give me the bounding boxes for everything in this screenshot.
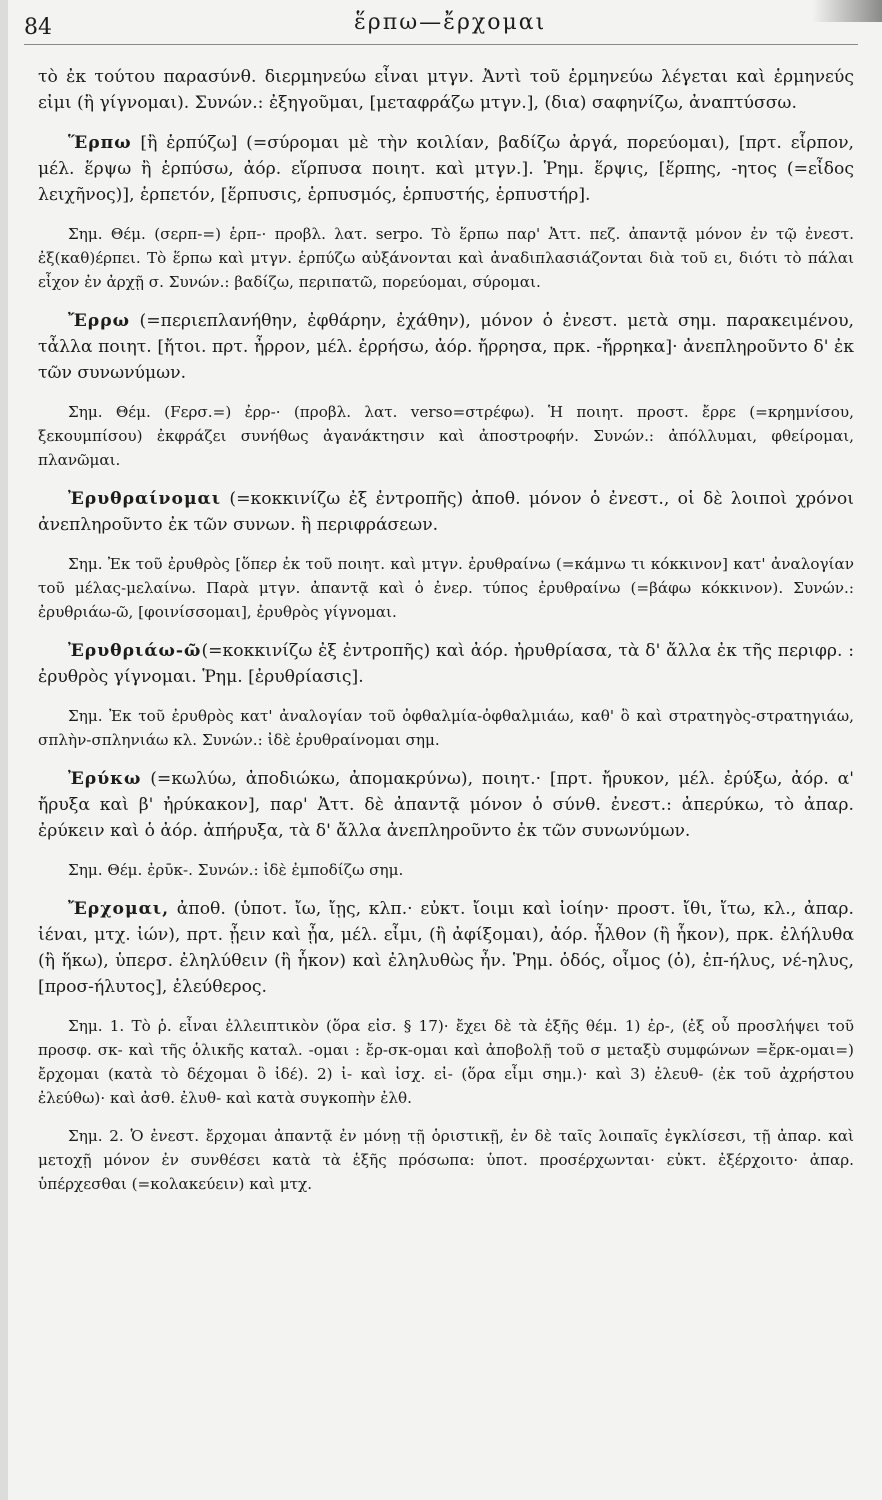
entry-note: [38, 858, 854, 882]
entry-text: τὸ ἐκ τούτου παρασύνθ. διερμηνεύω εἶναι μτγν. Ἀντὶ τοῦ ἑρμηνεύω λέγεται καὶ ἑρμηνεύς εἰμι (ἢ γίγνομαι). Συνών.: ἐξηγοῦμαι, [μεταφράζω μτγν.], (δια) σαφηνίζω, ἀναπτύσσω.: [38, 67, 854, 113]
entry-headword: Ἔρρω: [68, 311, 131, 331]
entry-note: [38, 552, 854, 624]
entry-text: Σημ. 2. Ὁ ἐνεστ. ἔρχομαι ἀπαντᾷ ἐν μόνῃ τῇ ὁριστικῇ, ἐν δὲ ταῖς λοιπαῖς ἐγκλίσεσι, τῇ ἀπαρ. καὶ μετοχῇ μόνον ἐν συνθέσει κατὰ τὰ ἑξῆς πρόσωπα: ὑποτ. προσέρχωνται· εὐκτ. ἐξέρχοιτο· ἀπαρ. ὑπέρχεσθαι (=κολακεύειν) καὶ μτχ.: [38, 1127, 854, 1193]
entry-text: Σημ. Θέμ. (Fερσ.=) ἐρρ-· (προβλ. λατ. verso=στρέφω). Ἡ ποιητ. προστ. ἔρρε (=κρημνίσου, ξεκουμπίσου) ἐκφράζει συνήθως ἀγανάκτησιν καὶ ἀποστροφήν. Συνών.: ἀπόλλυμαι, φθείρομαι, πλανῶμαι.: [38, 403, 854, 469]
page-binding-edge: [0, 0, 8, 1500]
page-header: [24, 10, 858, 45]
dictionary-entry: [38, 766, 854, 844]
entry-note: [38, 400, 854, 472]
entry-text: Σημ. 1. Τὸ ῥ. εἶναι ἐλλειπτικὸν (ὅρα εἰσ. § 17)· ἔχει δὲ τὰ ἑξῆς θέμ. 1) ἐρ-, (ἐξ οὗ προσλήψει τοῦ προσφ. σκ- καὶ τῆς ὁλικῆς καταλ. -ομαι : ἔρ-σκ-ομαι καὶ ἀποβολῇ τοῦ σ μεταξὺ συμφώνων =ἔρκ-ομαι=) ἔρχομαι (κατὰ τὸ δέχομαι ὃ ἰδέ). 2) ἰ- καὶ ἰσχ. εἰ- (ὅρα εἶμι σημ.)· καὶ 3) ἐλευθ- (ἐκ τοῦ ἀχρήστου ἐλεύθω)· καὶ ἀσθ. ἐλυθ- καὶ κατὰ συγκοπὴν ἐλθ.: [38, 1017, 854, 1107]
entry-headword: Ἔρχομαι,: [68, 899, 170, 919]
entry-headword: Ἐρυθριάω-ῶ: [68, 641, 202, 661]
entry-text: (=κωλύω, ἀποδιώκω, ἀπομακρύνω), ποιητ.· [πρτ. ἤρυκον, μέλ. ἐρύξω, ἀόρ. α' ἤρυξα καὶ β' ἠρύκακον], παρ' Ἀττ. δὲ ἀπαντᾷ μόνον ὁ σύνθ. ἐνεστ.: ἀπερύκω, τὸ ἀπαρ. ἐρύκειν καὶ ὁ ἀόρ. ἀπήρυξα, τὰ δ' ἄλλα ἀνεπληροῦντο ἐκ τῶν συνωνύμων.: [38, 769, 854, 841]
entry-text: Σημ. Ἐκ τοῦ ἐρυθρὸς [ὅπερ ἐκ τοῦ ποιητ. καὶ μτγν. ἐρυθραίνω (=κάμνω τι κόκκινον] κατ' ἀναλογίαν τοῦ μέλας-μελαίνω. Παρὰ μτγν. ἀπαντᾷ καὶ ὁ ἐνερ. τύπος ἐρυθραίνω (=βάφω κόκκινον). Συνών.: ἐρυθριάω-ῶ, [φοινίσσομαι], ἐρυθρὸς γίγνομαι.: [38, 555, 854, 621]
dictionary-entry: [38, 896, 854, 1000]
entry-headword: Ἕρπω: [68, 133, 132, 153]
entry-headword: Ἐρυθραίνομαι: [68, 489, 222, 509]
page-number: 84: [24, 14, 52, 40]
entry-text: (=κοκκινίζω ἐξ ἐντροπῆς) ἀποθ. μόνον ὁ ἐνεστ., οἱ δὲ λοιποὶ χρόνοι ἀνεπληροῦντο ἐκ τῶν συνων. ἢ περιφράσεων.: [38, 489, 854, 535]
entry-text: [ἢ ἑρπύζω] (=σύρομαι μὲ τὴν κοιλίαν, βαδίζω ἀργά, πορεύομαι), [πρτ. εἷρπον, μέλ. ἕρψω ἢ ἑρπύσω, ἀόρ. εἵρπυσα ποιητ. καὶ μτγν.]. Ῥημ. ἕρψις, [ἕρπης, -ητος (=εἶδος λειχῆνος)], ἑρπετόν, [ἕρπυσις, ἑρπυσμός, ἑρπυστής, ἑρπυστήρ].: [38, 133, 854, 205]
dictionary-entry: [38, 638, 854, 690]
entry-text: Σημ. Ἐκ τοῦ ἐρυθρὸς κατ' ἀναλογίαν τοῦ ὀφθαλμία-ὀφθαλμιάω, καθ' ὃ καὶ στρατηγὸς-στρατηγιάω, σπλὴν-σπληνιάω κλ. Συνών.: ἰδὲ ἐρυθραίνομαι σημ.: [38, 707, 854, 749]
dictionary-entry: [38, 486, 854, 538]
dictionary-entry: [38, 308, 854, 386]
entry-note: [38, 222, 854, 294]
dictionary-entry: [38, 130, 854, 208]
entry-note: [38, 704, 854, 752]
running-head: ἕρπω—ἔρχομαι: [354, 10, 547, 35]
entry-text: (=περιεπλανήθην, ἐφθάρην, ἐχάθην), μόνον ὁ ἐνεστ. μετὰ σημ. παρακειμένου, τἆλλα ποιητ. [ἤτοι. πρτ. ἦρρον, μέλ. ἐρρήσω, ἀόρ. ἤρρησα, πρκ. -ἤρρηκα]· ἀνεπληροῦντο δ' ἐκ τῶν συνωνύμων.: [38, 311, 854, 383]
entry-text: (=κοκκινίζω ἐξ ἐντροπῆς) καὶ ἀόρ. ἠρυθρίασα, τὰ δ' ἄλλα ἐκ τῆς περιφρ. : ἐρυθρὸς γίγνομαι. Ῥημ. [ἐρυθρίασις].: [38, 641, 854, 687]
entry-headword: Ἐρύκω: [68, 769, 142, 789]
entry-note: [38, 1124, 854, 1196]
entry-note: [38, 1014, 854, 1110]
entry-text: Σημ. Θέμ. ἐρῡκ-. Συνών.: ἰδὲ ἐμποδίζω σημ.: [68, 861, 404, 879]
entry-text: Σημ. Θέμ. (σερπ-=) ἑρπ-· προβλ. λατ. serpo. Τὸ ἕρπω παρ' Ἀττ. πεζ. ἀπαντᾷ μόνον ἐν τῷ ἐνεστ. ἐξ(καθ)έρπει. Τὸ ἕρπω καὶ μτγν. ἑρπύζω αὐξάνονται καὶ ἀναδιπλασιάζονται διὰ τοῦ ει, διότι τὸ πάλαι εἶχον ἐν ἀρχῇ σ. Συνών.: βαδίζω, περιπατῶ, πορεύομαι, σύρομαι.: [38, 225, 854, 291]
dictionary-entry: [38, 64, 854, 116]
page-body: [38, 64, 854, 1210]
entry-text: ἀποθ. (ὑποτ. ἴω, ἴῃς, κλπ.· εὐκτ. ἴοιμι καὶ ἰοίην· προστ. ἴθι, ἴτω, κλ., ἀπαρ. ἰέναι, μτχ. ἰών), πρτ. ᾖειν καὶ ᾖα, μέλ. εἶμι, (ἢ ἀφίξομαι), ἀόρ. ἦλθον (ἢ ἧκον), πρκ. ἐλήλυθα (ἢ ἥκω), ὑπερσ. ἐληλύθειν (ἢ ἧκον) καὶ ἐληλυθὼς ἦν. Ῥημ. ὁδός, οἶμος (ὁ), ἐπ-ήλυς, νέ-ηλυς, [προσ-ήλυτος], ἐλεύθερος.: [38, 899, 854, 997]
